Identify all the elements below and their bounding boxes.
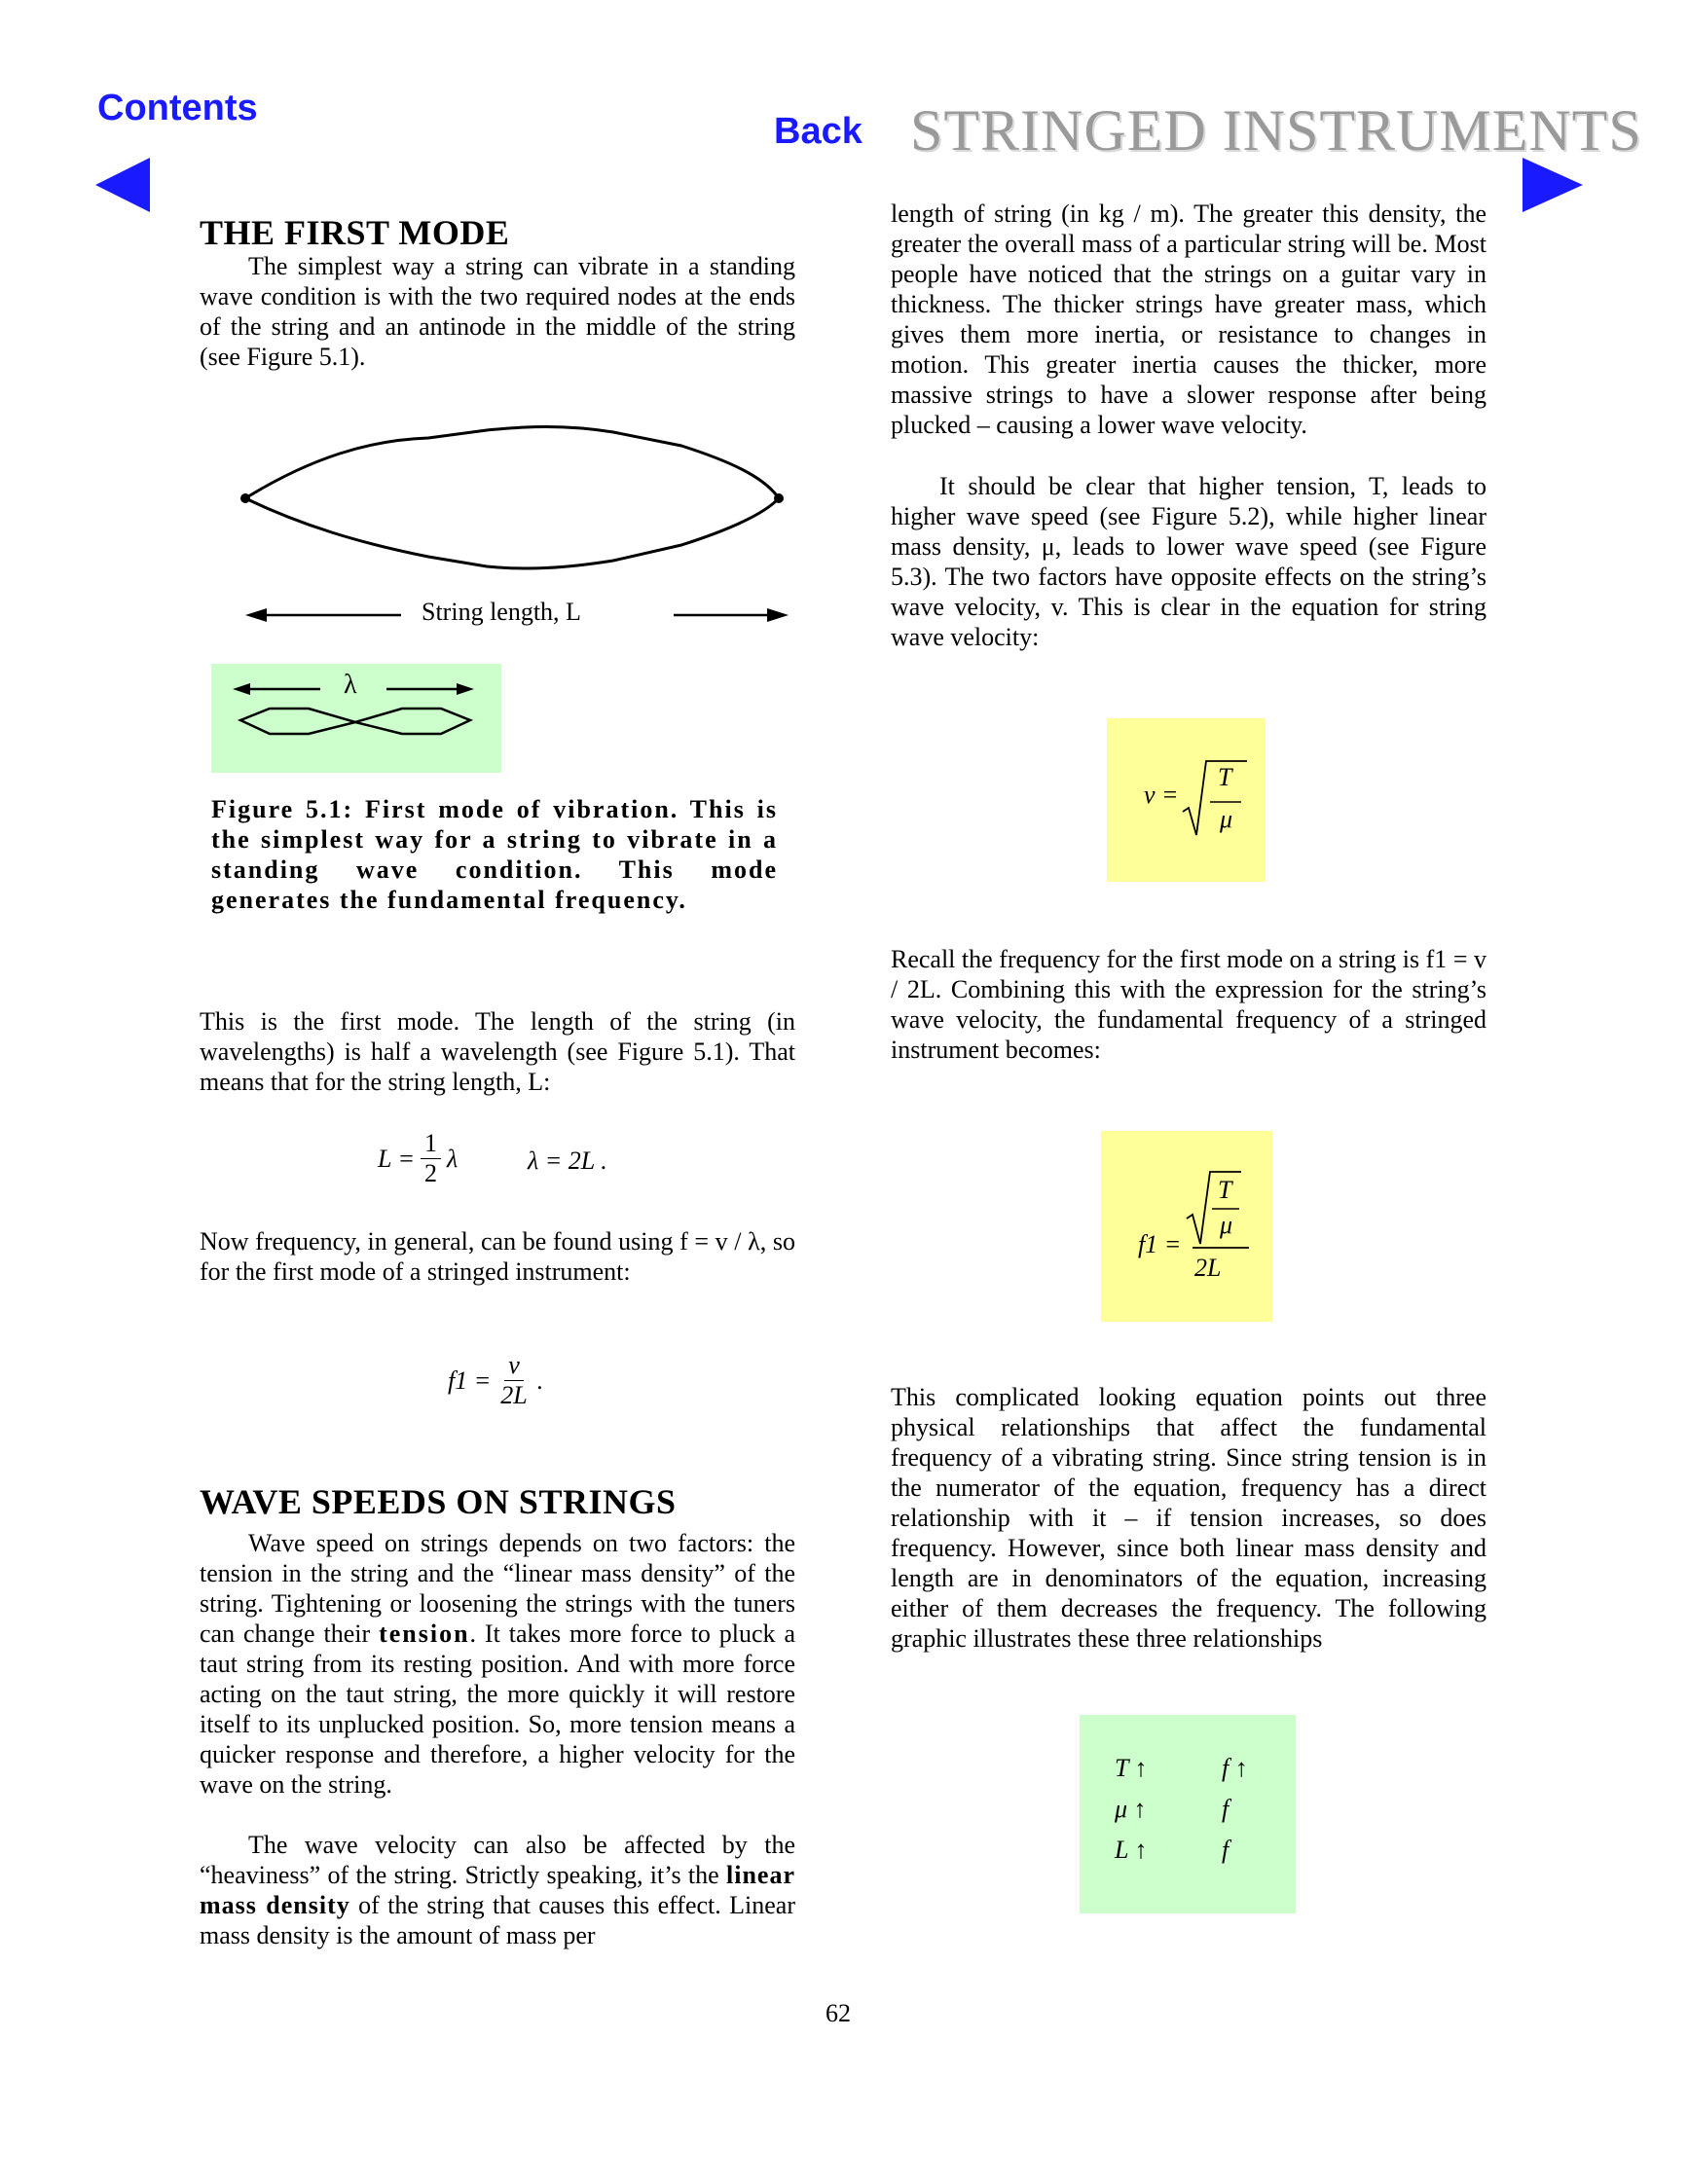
eq-tail: .: [536, 1365, 544, 1395]
eq-bottom-denominator: 2L: [1194, 1254, 1222, 1282]
square-root-icon: [1181, 757, 1249, 841]
relation-effect: f ↑: [1222, 1754, 1248, 1782]
paragraph-first-mode-intro: [200, 251, 795, 372]
paragraph-tension-density-effects: [891, 471, 1486, 652]
paragraph-text: The wave velocity can also be affected by the “heaviness” of the string. Strictly speaking, it’s the: [200, 1831, 795, 1889]
eq-lhs: f1 =: [448, 1365, 492, 1395]
paragraph-first-mode-length: This is the first mode. The length of the string (in wavelengths) is half a wavelength (see Figure 5.1). That means that for the string length, L:: [200, 1007, 795, 1096]
eq-denominator: μ: [1220, 805, 1233, 833]
paragraph-text: . It takes more force to pluck a taut string from its resting position. And with more force acting on the taut string, the more quickly it will restore itself to its unplucked position. So, more tension means a quicker response and therefore, a higher velocity for the wave on the string.: [200, 1620, 795, 1799]
eq-lhs: v =: [1144, 781, 1179, 809]
relation-effect: f: [1222, 1836, 1229, 1864]
eq-tail: λ: [447, 1144, 459, 1173]
eq-denominator: 2L: [500, 1381, 528, 1409]
paragraph-wave-speeds: [200, 1528, 795, 1800]
relation-cause: μ ↑: [1115, 1795, 1147, 1823]
eq-numerator: 1: [421, 1129, 441, 1159]
page-number: 62: [826, 1999, 851, 2027]
section-heading-wave-speeds: WAVE SPEEDS ON STRINGS: [200, 1482, 677, 1521]
paragraph-density-continued: length of string (in kg / m). The greater this density, the greater the overall mass of a particular string will be. Most people have noticed that the strings on a guitar vary in thickness. The thicker strings have greater mass, which gives them more inertia, or resistance to changes in motion. This greater inertia causes the thicker, more massive strings to have a slower response after being plucked – causing a lower wave velocity.: [891, 200, 1486, 439]
wavelength-diagram-box: [211, 664, 501, 773]
paragraph-three-relationships: This complicated looking equation points out three physical relationships that affect the fundamental frequency of a vibrating string. Since string tension is in the numerator of the equation, frequency has a direct relationship with it – if tension increases, so does frequency. However, since both linear mass density and length are in denominators of the equation, increasing either of them decreases the frequency. The following graphic illustrates these three relationships: [891, 1383, 1486, 1653]
figure-caption: Figure 5.1: First mode of vibration. This is the simplest way for a string to vibrate in a standing wave condition. This mode generates the fundamental frequency.: [211, 795, 778, 914]
eq-lhs: L =: [378, 1144, 416, 1173]
string-length-label: String length, L: [422, 598, 581, 626]
string-vibration-diagram: [234, 419, 798, 584]
linear-mass-density-term: linear mass density: [200, 1861, 795, 1919]
relation-effect: f: [1222, 1795, 1229, 1823]
eq-denominator: μ: [1220, 1211, 1233, 1239]
next-page-arrow-icon[interactable]: [1519, 154, 1585, 221]
section-heading-first-mode: THE FIRST MODE: [200, 213, 510, 252]
relation-cause: L ↑: [1115, 1836, 1148, 1864]
tension-term: tension: [379, 1620, 470, 1648]
eq-lhs: f1 =: [1138, 1230, 1182, 1258]
relation-cause: T ↑: [1115, 1754, 1148, 1782]
wave-velocity-equation-box: [1107, 718, 1266, 882]
contents-link[interactable]: Contents: [97, 88, 258, 128]
eq-numerator: v: [504, 1351, 524, 1381]
back-link[interactable]: Back: [774, 111, 862, 152]
eq-numerator: T: [1218, 1176, 1232, 1204]
eq-numerator: T: [1218, 763, 1232, 791]
paragraph-recall-frequency: Recall the frequency for the first mode on a string is f1 = v / 2L. Combining this with the expression for the string’s wave velocity, the fundamental frequency of a stringed instrument becomes:: [891, 945, 1486, 1064]
equation-length: [378, 1129, 458, 1188]
eq-denominator: 2: [424, 1159, 438, 1187]
equation-lambda: λ = 2L .: [528, 1147, 607, 1175]
equation-f1: [448, 1351, 543, 1410]
relationships-graphic-box: [1080, 1715, 1296, 1913]
previous-page-arrow-icon[interactable]: [93, 154, 154, 221]
chapter-title: STRINGED INSTRUMENTS: [910, 98, 1642, 163]
paragraph-text: Wave speed on strings depends on two factors: the tension in the string and the “linear mass density” of the string. Tightening or loosening the strings with the tuners can change their: [200, 1529, 795, 1648]
paragraph-text: It should be clear that higher tension, T, leads to higher wave speed (see Figure 5.2), while higher linear mass density, μ, leads to lower wave speed (see Figure 5.3). The two factors have opposite effects on the string’s wave velocity, v. This is clear in the equation for string wave velocity:: [891, 472, 1486, 651]
paragraph-linear-mass-density: [200, 1830, 795, 1950]
paragraph-frequency-general: Now frequency, in general, can be found using f = v / λ, so for the first mode of a stringed instrument:: [200, 1227, 795, 1286]
paragraph-text: of the string that causes this effect. Linear mass density is the amount of mass per: [200, 1891, 795, 1949]
paragraph-text: The simplest way a string can vibrate in a standing wave condition is with the two required nodes at the ends of the string and an antinode in the middle of the string (see Figure 5.1).: [200, 252, 795, 371]
fundamental-frequency-equation-box: [1101, 1131, 1272, 1322]
lambda-label: λ: [344, 670, 357, 700]
